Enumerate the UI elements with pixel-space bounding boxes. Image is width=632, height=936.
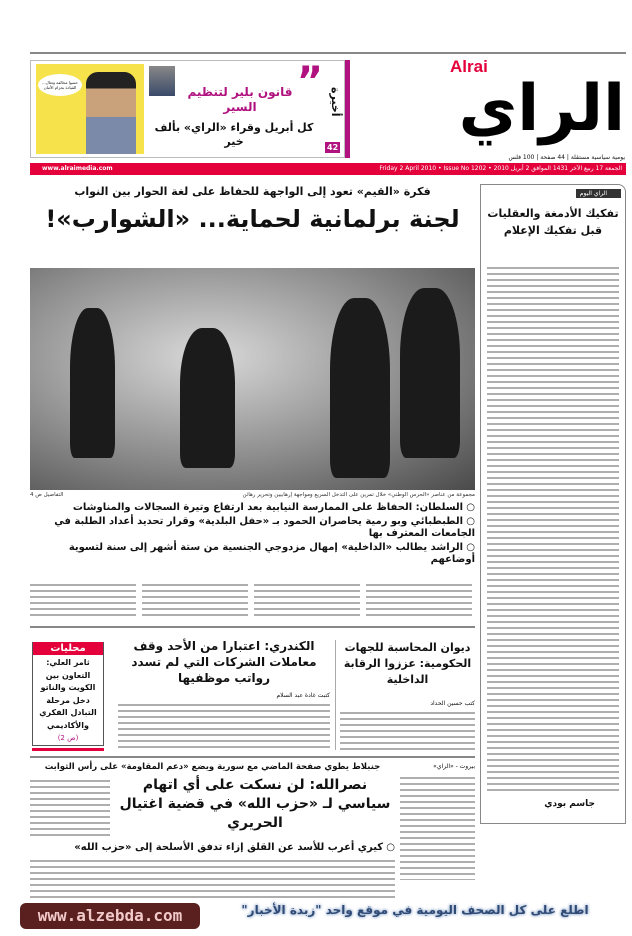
bullet-item: ○ الطبطبائي وبو رمية يحاصران الحمود بـ «حفل البلدية» وقرار تحديد أعداد الطلبة في الجامعات المعترف بها — [30, 516, 475, 541]
price: 44 صفحة | 100 فلس — [508, 154, 565, 161]
story3-byline: كتب حسين الحداد — [430, 700, 475, 707]
bullet-item: ○ السلطان: الحفاظ على الممارسة النيابية بعد ارتفاع وتيرة السجالات والمناوشات — [30, 502, 475, 515]
banner-url[interactable]: www.alzebda.com — [20, 903, 200, 929]
story3-body — [340, 710, 475, 750]
logo-ar: الراي — [458, 72, 625, 146]
editorial-author: جاسم بودي — [544, 799, 595, 809]
quote-icon: ” — [296, 59, 323, 105]
speech-bubble: حسوا مخالفة وتعال... القيادة بحزام الأمان — [38, 74, 82, 96]
story4-side-body — [400, 775, 475, 880]
masthead-meta: يومية سياسية مستقلة | 44 صفحة | 100 فلس — [508, 154, 625, 161]
lead-body — [30, 582, 475, 620]
editorial-body — [487, 265, 619, 793]
photo-caption — [30, 492, 475, 500]
logo-en: Alrai — [450, 57, 488, 76]
date-text: الجمعة 17 ربيع الآخر 1431 الموافق 2 أبريل 2010 • Friday 2 April 2010 • Issue No 1202 — [379, 165, 622, 172]
promo-page: 42 — [327, 143, 339, 152]
top-rule — [30, 52, 626, 54]
story4-body — [30, 858, 395, 898]
section-rule — [30, 756, 475, 758]
story4-headline: نصرالله: لن نسكت على أي اتهام سياسي لـ «حزب الله» في قضية اغتيال الحريري — [119, 777, 391, 831]
masthead-logo[interactable] — [440, 55, 625, 163]
story2-headline: الكندري: اعتبارا من الأحد وقف معاملات الشركات التي لم تسدد رواتب موظفيها — [131, 639, 317, 685]
promo-section: أخيرة — [329, 87, 342, 117]
lead-kicker: فكرة «القيم» تعود إلى الواجهة للحفاظ على لغة الحوار بين النواب — [74, 185, 431, 198]
promo-box[interactable] — [30, 60, 345, 158]
story3-headline: ديوان المحاسبة للجهات الحكومية: عززوا الرقابة الداخلية — [343, 641, 472, 686]
soldier-figure — [330, 298, 390, 478]
story2-body — [118, 702, 330, 750]
promo-accent-bar — [345, 60, 350, 158]
lead-headline: لجنة برلمانية لحماية... «الشوارب»! — [45, 205, 460, 233]
editorial-tag: الراي اليوم — [576, 189, 621, 198]
banner-text[interactable]: اطلع على كل الصحف اليومية في موقع واحد "زبدة الأخبار" — [241, 903, 589, 917]
caption-text: مجموعة من عناصر «الحرس الوطني» خلال تمرين على التدخل السريع ومواجهة إرهابيين وتحرير رهائن — [242, 492, 475, 498]
editorial-column — [480, 184, 626, 824]
promo-image — [36, 64, 144, 154]
local-ref: (ص 2) — [57, 734, 79, 742]
soldier-figure — [180, 328, 235, 468]
blair-photo — [149, 66, 175, 96]
editorial-title: تفكيك الأدمغة والعقليات قبل تفكيك الإعلام — [487, 207, 619, 237]
section-rule — [30, 626, 475, 628]
officer-figure — [86, 72, 136, 154]
bullet-item: ○ الراشد يطالب «الداخلية» إمهال مزدوجي الجنسية من ستة أشهر إلى سنة لتسوية أوضاعهم — [30, 542, 475, 567]
local-box-bar — [32, 748, 104, 751]
local-title: محليات — [33, 642, 103, 655]
promo-subhead: كل أبريل وقراء «الراي» بألف خير — [154, 121, 314, 148]
caption-ref: التفاصيل ص 4 — [30, 492, 64, 498]
column-divider — [335, 640, 336, 750]
story4-kicker: جنبلاط يطوي صفحة الماضي مع سورية ويضع «دعم المقاومة» على رأس الثوابت — [44, 762, 381, 772]
story4-left-body — [30, 778, 110, 838]
story2-byline: كتبت غادة عبد السلام — [276, 692, 330, 699]
website-link[interactable]: www.alraimedia.com — [42, 165, 113, 172]
lead-photo — [30, 268, 475, 490]
lead-bullets — [30, 502, 475, 568]
soldier-figure — [400, 288, 460, 458]
date-bar — [30, 163, 626, 175]
local-box[interactable] — [32, 642, 104, 746]
tagline: يومية سياسية مستقلة — [570, 154, 625, 161]
local-text: ثامر العلي: التعاون بين الكويت والناتو دخل مرحلة التبادل الفكري والأكاديمي — [39, 658, 97, 730]
promo-headline: قانون بلير لتنظيم السير — [187, 85, 293, 114]
story4-bullet: ○ كيري أعرب للأسد عن القلق إزاء تدفق الأسلحة إلى «حزب الله» — [30, 842, 395, 855]
soldier-figure — [70, 308, 115, 458]
story4-dateline: بيروت - «الراي» — [433, 763, 475, 770]
